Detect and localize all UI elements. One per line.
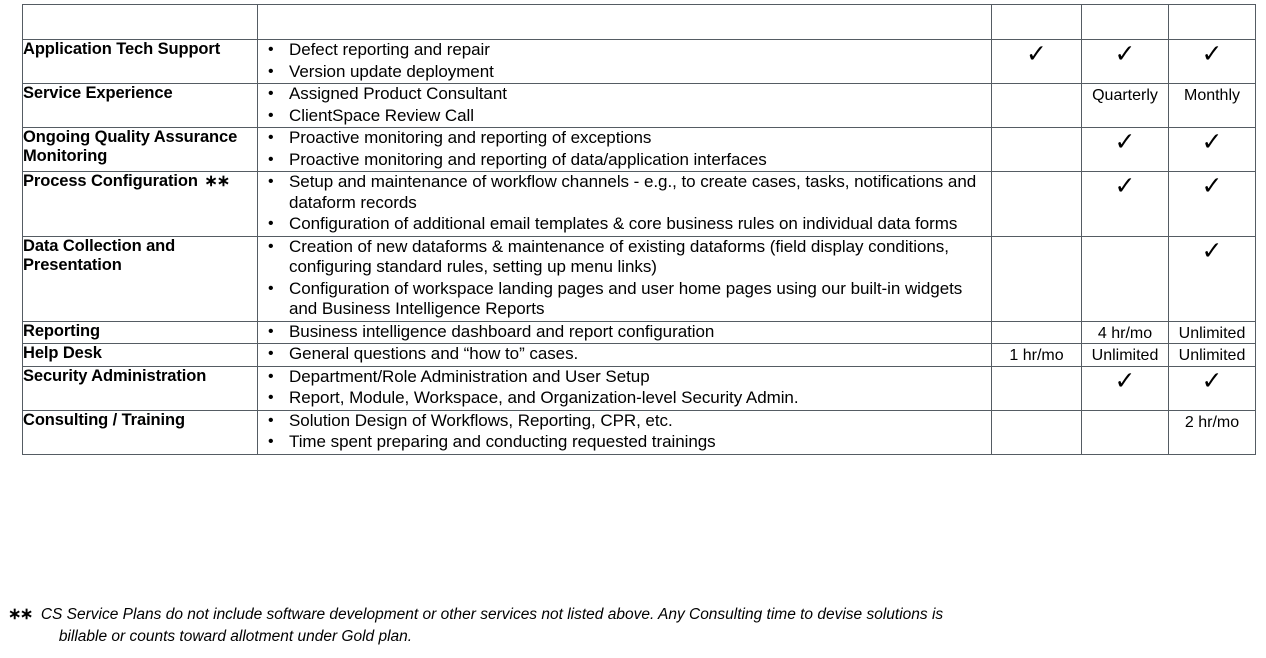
column-header-details: Details <box>258 5 992 40</box>
service-name-cell <box>23 321 258 344</box>
footnote <box>8 604 1258 648</box>
column-header-gold: Gold <box>1169 5 1256 40</box>
plan-cell-gold <box>1169 321 1256 344</box>
list-item: • ClientSpace Review Call <box>258 106 991 127</box>
service-name-cell <box>23 236 258 321</box>
table-row <box>23 236 1256 321</box>
plan-cell-gold <box>1169 410 1256 454</box>
service-name-label: Service Experience <box>23 84 173 102</box>
plan-cell-bronze <box>992 40 1082 84</box>
check-icon: ✓ <box>1201 127 1223 156</box>
plan-cell-bronze <box>992 410 1082 454</box>
service-details-cell <box>258 172 992 237</box>
plan-value-label: Quarterly <box>1092 87 1158 104</box>
plan-cell-bronze <box>992 236 1082 321</box>
service-name-cell <box>23 410 258 454</box>
plan-cell-silver <box>1082 84 1169 128</box>
plan-cell-gold <box>1169 172 1256 237</box>
table-row <box>23 344 1256 367</box>
footnote-marker-icon: ∗∗ <box>204 173 230 190</box>
service-name-cell <box>23 84 258 128</box>
list-item: • Creation of new dataforms & maintenance of existing dataforms (field display conditions, configuring standard rules, setting up menu links) <box>258 237 991 278</box>
details-bullet-list <box>258 344 991 365</box>
plan-cell-bronze <box>992 128 1082 172</box>
check-icon: ✓ <box>1114 39 1136 68</box>
check-icon: ✓ <box>1201 365 1223 395</box>
plan-cell-bronze <box>992 366 1082 410</box>
list-item: • Solution Design of Workflows, Reporting, CPR, etc. <box>258 411 991 432</box>
footnote-text <box>41 604 1258 648</box>
service-name-cell <box>23 172 258 237</box>
details-bullet-list <box>258 172 991 235</box>
details-bullet-list <box>258 237 991 320</box>
table-row <box>23 84 1256 128</box>
table-row <box>23 128 1256 172</box>
list-item: • Configuration of additional email templates & core business rules on individual data forms <box>258 214 991 235</box>
service-name-label: Data Collection and Presentation <box>23 236 176 274</box>
plan-cell-bronze <box>992 321 1082 344</box>
plan-value-label: Unlimited <box>1091 347 1159 364</box>
service-name-cell <box>23 366 258 410</box>
footnote-marker-icon: ∗∗ <box>8 606 32 623</box>
details-bullet-list <box>258 84 991 126</box>
plan-cell-silver <box>1082 344 1169 367</box>
plan-value-label: Monthly <box>1183 87 1241 104</box>
plan-value-label: 1 hr/mo <box>1009 347 1064 364</box>
plan-cell-gold <box>1169 236 1256 321</box>
list-item: • Report, Module, Workspace, and Organization-level Security Admin. <box>258 388 991 409</box>
service-name-label: Reporting <box>23 321 101 340</box>
list-item: • Defect reporting and repair <box>258 40 991 61</box>
plan-cell-bronze <box>992 84 1082 128</box>
check-icon: ✓ <box>1201 39 1223 68</box>
plan-cell-gold <box>1169 344 1256 367</box>
column-header-bronze: Bronze <box>992 5 1082 40</box>
check-icon: ✓ <box>1201 235 1223 265</box>
service-details-cell <box>258 128 992 172</box>
details-bullet-list <box>258 411 991 453</box>
service-details-cell <box>258 366 992 410</box>
details-bullet-list <box>258 128 991 170</box>
list-item: • Time spent preparing and conducting requested trainings <box>258 432 991 453</box>
plan-cell-silver <box>1082 410 1169 454</box>
details-bullet-list <box>258 40 991 82</box>
details-bullet-list <box>258 322 991 343</box>
service-details-cell <box>258 236 992 321</box>
service-details-cell <box>258 321 992 344</box>
service-name-cell <box>23 344 258 367</box>
list-item: • General questions and “how to” cases. <box>258 344 991 365</box>
list-item: • Version update deployment <box>258 62 991 83</box>
service-name-label: Security Administration <box>23 366 207 385</box>
service-name-label: Ongoing Quality Assurance Monitoring <box>23 128 238 165</box>
check-icon: ✓ <box>1201 171 1223 200</box>
service-name-cell <box>23 128 258 172</box>
check-icon: ✓ <box>1114 171 1136 200</box>
table-row <box>23 40 1256 84</box>
details-bullet-list <box>258 367 991 409</box>
plan-cell-bronze <box>992 172 1082 237</box>
service-name-label: Application Tech Support <box>23 40 221 58</box>
service-details-cell <box>258 344 992 367</box>
plan-cell-silver <box>1082 128 1169 172</box>
list-item: • Setup and maintenance of workflow channels - e.g., to create cases, tasks, notifications and dataform records <box>258 172 991 213</box>
table-row <box>23 172 1256 237</box>
plan-cell-bronze <box>992 344 1082 367</box>
plan-cell-silver <box>1082 366 1169 410</box>
service-name-label: Process Configuration <box>23 172 198 190</box>
list-item: • Department/Role Administration and User Setup <box>258 367 991 388</box>
plan-cell-gold <box>1169 84 1256 128</box>
plan-cell-gold <box>1169 366 1256 410</box>
service-details-cell <box>258 40 992 84</box>
table-row <box>23 366 1256 410</box>
service-name-label: Consulting / Training <box>23 410 185 429</box>
plan-cell-silver <box>1082 321 1169 344</box>
service-plan-table <box>22 4 1256 455</box>
table-row <box>23 410 1256 454</box>
service-name-cell <box>23 40 258 84</box>
list-item: • Configuration of workspace landing pages and user home pages using our built-in widgets and Business Intelligence Reports <box>258 279 991 320</box>
list-item: • Proactive monitoring and reporting of data/application interfaces <box>258 150 991 171</box>
list-item: • Business intelligence dashboard and report configuration <box>258 322 991 343</box>
list-item: • Assigned Product Consultant <box>258 84 991 105</box>
column-header-silver: Silver <box>1082 5 1169 40</box>
table-header <box>23 5 1256 40</box>
table-header-row <box>23 5 1256 40</box>
footnote-line-2: billable or counts toward allotment under Gold plan. <box>58 628 413 645</box>
table-body <box>23 40 1256 455</box>
service-name-label: Help Desk <box>23 344 102 362</box>
plan-value-label: Unlimited <box>1178 324 1246 342</box>
footnote-line-1: CS Service Plans do not include software development or other services not listed above. Any Consulting time to devise solutions is <box>40 606 944 623</box>
check-icon: ✓ <box>1114 127 1136 156</box>
plan-value-label: Unlimited <box>1178 347 1246 364</box>
plan-cell-silver <box>1082 172 1169 237</box>
column-header-service: Service <box>23 5 258 40</box>
check-icon: ✓ <box>1114 365 1136 395</box>
plan-value-label: 2 hr/mo <box>1184 413 1240 431</box>
service-details-cell <box>258 410 992 454</box>
plan-cell-silver <box>1082 40 1169 84</box>
list-item: • Proactive monitoring and reporting of exceptions <box>258 128 991 149</box>
plan-cell-gold <box>1169 40 1256 84</box>
check-icon: ✓ <box>1026 39 1047 68</box>
service-details-cell <box>258 84 992 128</box>
plan-value-label: 4 hr/mo <box>1097 324 1153 342</box>
plan-cell-silver <box>1082 236 1169 321</box>
plan-cell-gold <box>1169 128 1256 172</box>
table-row <box>23 321 1256 344</box>
